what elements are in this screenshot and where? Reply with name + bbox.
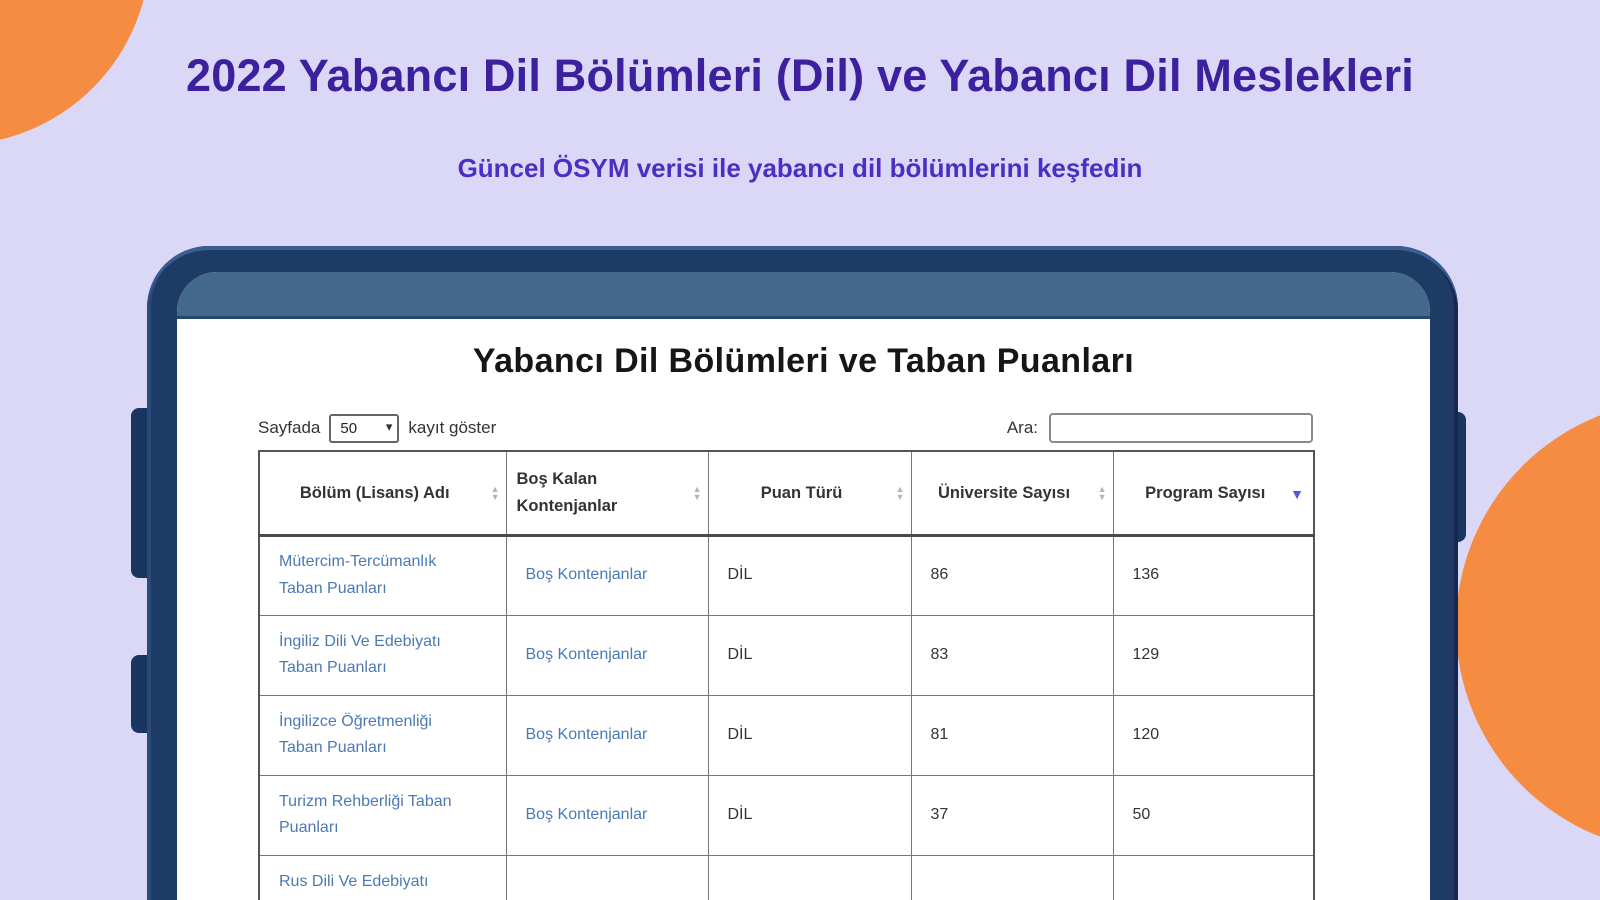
kontenjan-link[interactable]: Boş Kontenjanlar [525, 645, 648, 663]
kontenjan-link[interactable]: Boş Kontenjanlar [525, 805, 648, 823]
table-row [259, 615, 1314, 695]
bolum-link[interactable]: Rus Dili Ve Edebiyatı [279, 872, 429, 890]
program-sayisi-cell [1113, 855, 1314, 900]
puan-turu-cell: DİL [708, 695, 911, 775]
length-prefix-label: Sayfada [258, 418, 321, 437]
table-row [259, 695, 1314, 775]
universite-sayisi-cell: 81 [911, 695, 1113, 775]
column-header-label: Üniversite Sayısı [937, 483, 1071, 502]
hero-subtitle: Güncel ÖSYM verisi ile yabancı dil bölümlerini keşfedin [457, 153, 1143, 183]
sort-updown-icon: ▲ ▼ [692, 483, 702, 502]
column-header-kontenjan[interactable] [506, 451, 708, 535]
sort-updown-icon: ▲ ▼ [895, 483, 905, 502]
universite-sayisi-cell: 37 [911, 775, 1113, 855]
table-controls [258, 412, 1313, 444]
program-sayisi-cell: 129 [1113, 615, 1314, 695]
bolum-link[interactable]: Mütercim-Tercümanlık Taban Puanları [279, 553, 437, 597]
length-suffix-label: kayıt göster [408, 418, 497, 437]
column-header-label: Puan Türü [760, 483, 843, 502]
page-length-control [258, 414, 496, 443]
page-length-select[interactable] [329, 414, 399, 443]
program-sayisi-cell: 136 [1113, 535, 1314, 615]
table-row [259, 855, 1314, 900]
program-sayisi-cell: 120 [1113, 695, 1314, 775]
table-row [259, 535, 1314, 615]
puan-turu-cell [708, 855, 911, 900]
search-input[interactable] [1049, 413, 1313, 443]
table-row [259, 775, 1314, 855]
column-header-program-sayisi[interactable] [1113, 451, 1314, 535]
page-length-select-wrap [329, 414, 399, 443]
column-header-universite-sayisi[interactable] [911, 451, 1113, 535]
kontenjan-link[interactable]: Boş Kontenjanlar [525, 725, 648, 743]
bolum-link[interactable]: Turizm Rehberliği Taban Puanları [279, 792, 452, 836]
column-header-label: Program Sayısı [1145, 483, 1266, 502]
column-header-bolum[interactable] [259, 451, 506, 535]
universite-sayisi-cell: 86 [911, 535, 1113, 615]
puan-turu-cell: DİL [708, 775, 911, 855]
kontenjan-link[interactable]: Boş Kontenjanlar [525, 566, 648, 584]
sort-updown-icon: ▲ ▼ [490, 483, 500, 502]
hero-title: 2022 Yabancı Dil Bölümleri (Dil) ve Yabancı Dil Meslekleri [186, 50, 1414, 101]
puan-turu-cell: DİL [708, 615, 911, 695]
column-header-label: Bölüm (Lisans) Adı [299, 483, 450, 502]
column-header-puan-turu[interactable] [708, 451, 911, 535]
tablet-screen [177, 272, 1430, 900]
screen-title: Yabancı Dil Bölümleri ve Taban Puanları [472, 342, 1135, 380]
decor-circle-right [1456, 400, 1600, 852]
puan-turu-cell: DİL [708, 535, 911, 615]
program-sayisi-cell: 50 [1113, 775, 1314, 855]
results-table [258, 450, 1315, 900]
bolum-link[interactable]: İngiliz Dili Ve Edebiyatı Taban Puanları [279, 632, 441, 676]
universite-sayisi-cell [911, 855, 1113, 900]
tablet-frame [147, 246, 1458, 900]
table-header-row [259, 451, 1314, 535]
universite-sayisi-cell: 83 [911, 615, 1113, 695]
bolum-link[interactable]: İngilizce Öğretmenliği Taban Puanları [279, 712, 432, 756]
sort-desc-icon: ▼ [1290, 485, 1304, 502]
search-label: Ara: [1006, 418, 1038, 437]
chevron-down-icon: ▾ [385, 419, 393, 435]
status-bar [177, 272, 1430, 319]
column-header-label: Boş Kalan Kontenjanlar [516, 470, 618, 515]
sort-updown-icon: ▲ ▼ [1097, 483, 1107, 502]
search-control [1007, 413, 1313, 443]
